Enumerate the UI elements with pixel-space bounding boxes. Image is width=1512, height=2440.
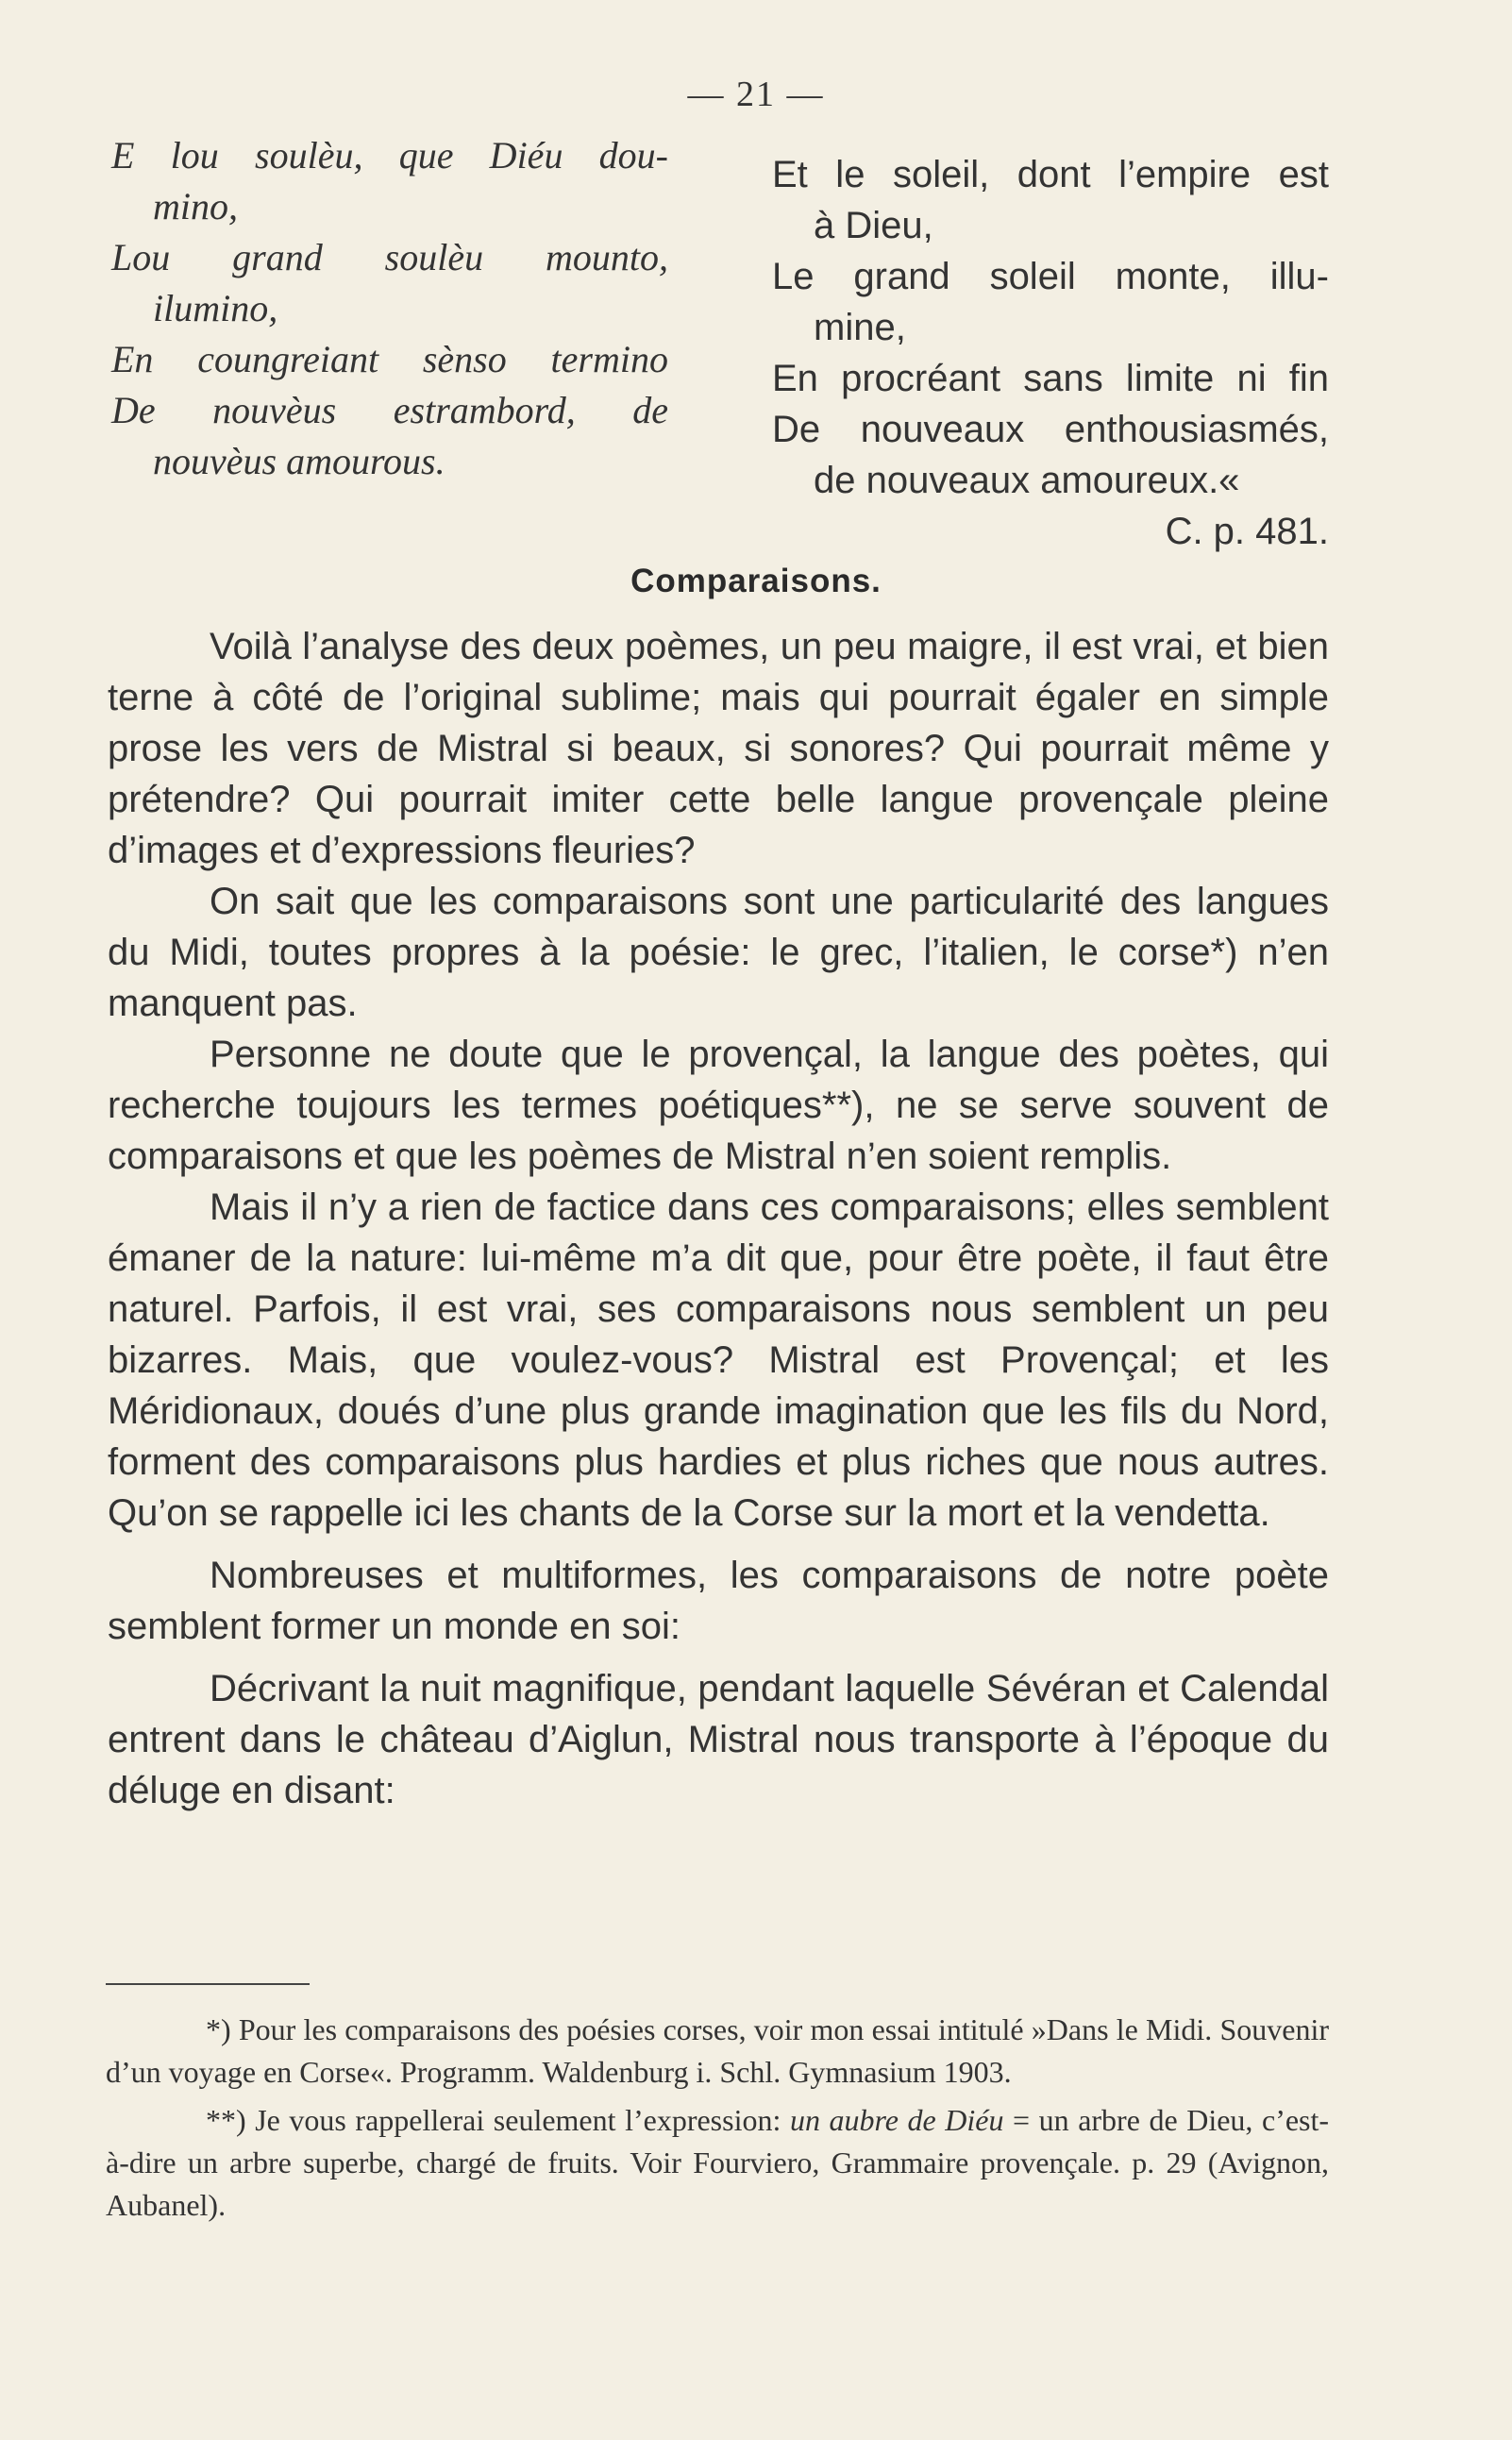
- paragraph: Décrivant la nuit magnifique, pendant laquelle Sévéran et Calendal entrent dans le château d’Aiglun, Mistral nous transporte à l’époque du déluge en disant:: [108, 1668, 1329, 1811]
- footnote-marker: *): [206, 2012, 231, 2046]
- verse-line: mino,: [153, 185, 238, 227]
- footnote-text: = un arbre de Dieu, c’est-à-dire un arbre superbe, chargé de fruits. Voir Fourviero, Grammaire provençale. p. 29 (Avignon, Aubanel).: [106, 2103, 1330, 2222]
- verse-line: à Dieu,: [814, 205, 933, 246]
- footnotes: [106, 2009, 1329, 2232]
- footnote-1: [106, 2009, 1329, 2094]
- verse-line: Le grand soleil monte, illu-: [772, 256, 1329, 297]
- paragraph: Personne ne doute que le provençal, la langue des poètes, qui recherche toujours les termes poétiques**), ne se serve souvent de comparaisons et que les poèmes de Mistral n’en soient remplis.: [108, 1034, 1329, 1177]
- paragraph: Voilà l’analyse des deux poèmes, un peu maigre, il est vrai, et bien terne à côté de l’original sublime; mais qui pourrait égaler en simple prose les vers de Mistral si beaux, si sonores? Qui pourrait même y prétendre? Qui pourrait imiter cette belle langue provençale pleine d’images et d’expressions fleuries?: [108, 626, 1329, 871]
- footnote-divider: [106, 1983, 310, 1985]
- section-heading: Comparaisons.: [630, 563, 882, 599]
- verse-line: nouvèus amourous.: [153, 440, 445, 482]
- footnote-text: Je vous rappellerai seulement l’expression:: [255, 2103, 781, 2137]
- paragraph: Mais il n’y a rien de factice dans ces comparaisons; elles semblent émaner de la nature: lui-même m’a dit que, pour être poète, il faut être naturel. Parfois, il est vrai, ses comparaisons nous semblent un peu bizarres. Mais, que voulez-vous? Mistral est Provençal; et les Méridionaux, doués d’une plus grande imagination que les fils du Nord, forment des comparaisons plus hardies et plus riches que nous autres. Qu’on se rappelle ici les chants de la Corse sur la mort et la vendetta.: [108, 1186, 1329, 1534]
- verse-line: En procréant sans limite ni fin: [772, 358, 1329, 399]
- page-number: — 21 —: [687, 75, 825, 114]
- paragraph: On sait que les comparaisons sont une particularité des langues du Midi, toutes propres à la poésie: le grec, l’italien, le corse*) n’en manquent pas.: [108, 881, 1329, 1024]
- verse-line: Et le soleil, dont l’empire est: [772, 154, 1329, 195]
- verse-french: [772, 149, 1338, 557]
- verse-line: Lou grand soulèu mounto,: [111, 236, 668, 278]
- verse-line: mine,: [814, 307, 906, 348]
- verse-provencal: [111, 130, 678, 487]
- footnote-italic-expression: un aubre de Diéu: [789, 2103, 1004, 2137]
- body-text: [108, 621, 1329, 1816]
- verse-line: de nouveaux amoureux.«: [814, 460, 1240, 501]
- verse-line: De nouveaux enthousiasmés,: [772, 409, 1329, 450]
- verse-line: En coungreiant sènso termino: [111, 338, 668, 380]
- verse-reference: C. p. 481.: [1165, 511, 1329, 552]
- verse-line: E lou soulèu, que Diéu dou-: [111, 134, 668, 177]
- footnote-marker: **): [206, 2103, 246, 2137]
- footnote-text: Pour les comparaisons des poésies corses, voir mon essai intitulé »Dans le Midi. Souvenir d’un voyage en Corse«. Programm. Waldenburg i. Schl. Gymnasium 1903.: [106, 2012, 1329, 2089]
- footnote-2: [106, 2099, 1329, 2227]
- verse-line: ilumino,: [153, 287, 278, 329]
- paragraph: Nombreuses et multiformes, les comparaisons de notre poète semblent former un monde en soi:: [108, 1555, 1329, 1647]
- verse-line: De nouvèus estrambord, de: [111, 389, 668, 431]
